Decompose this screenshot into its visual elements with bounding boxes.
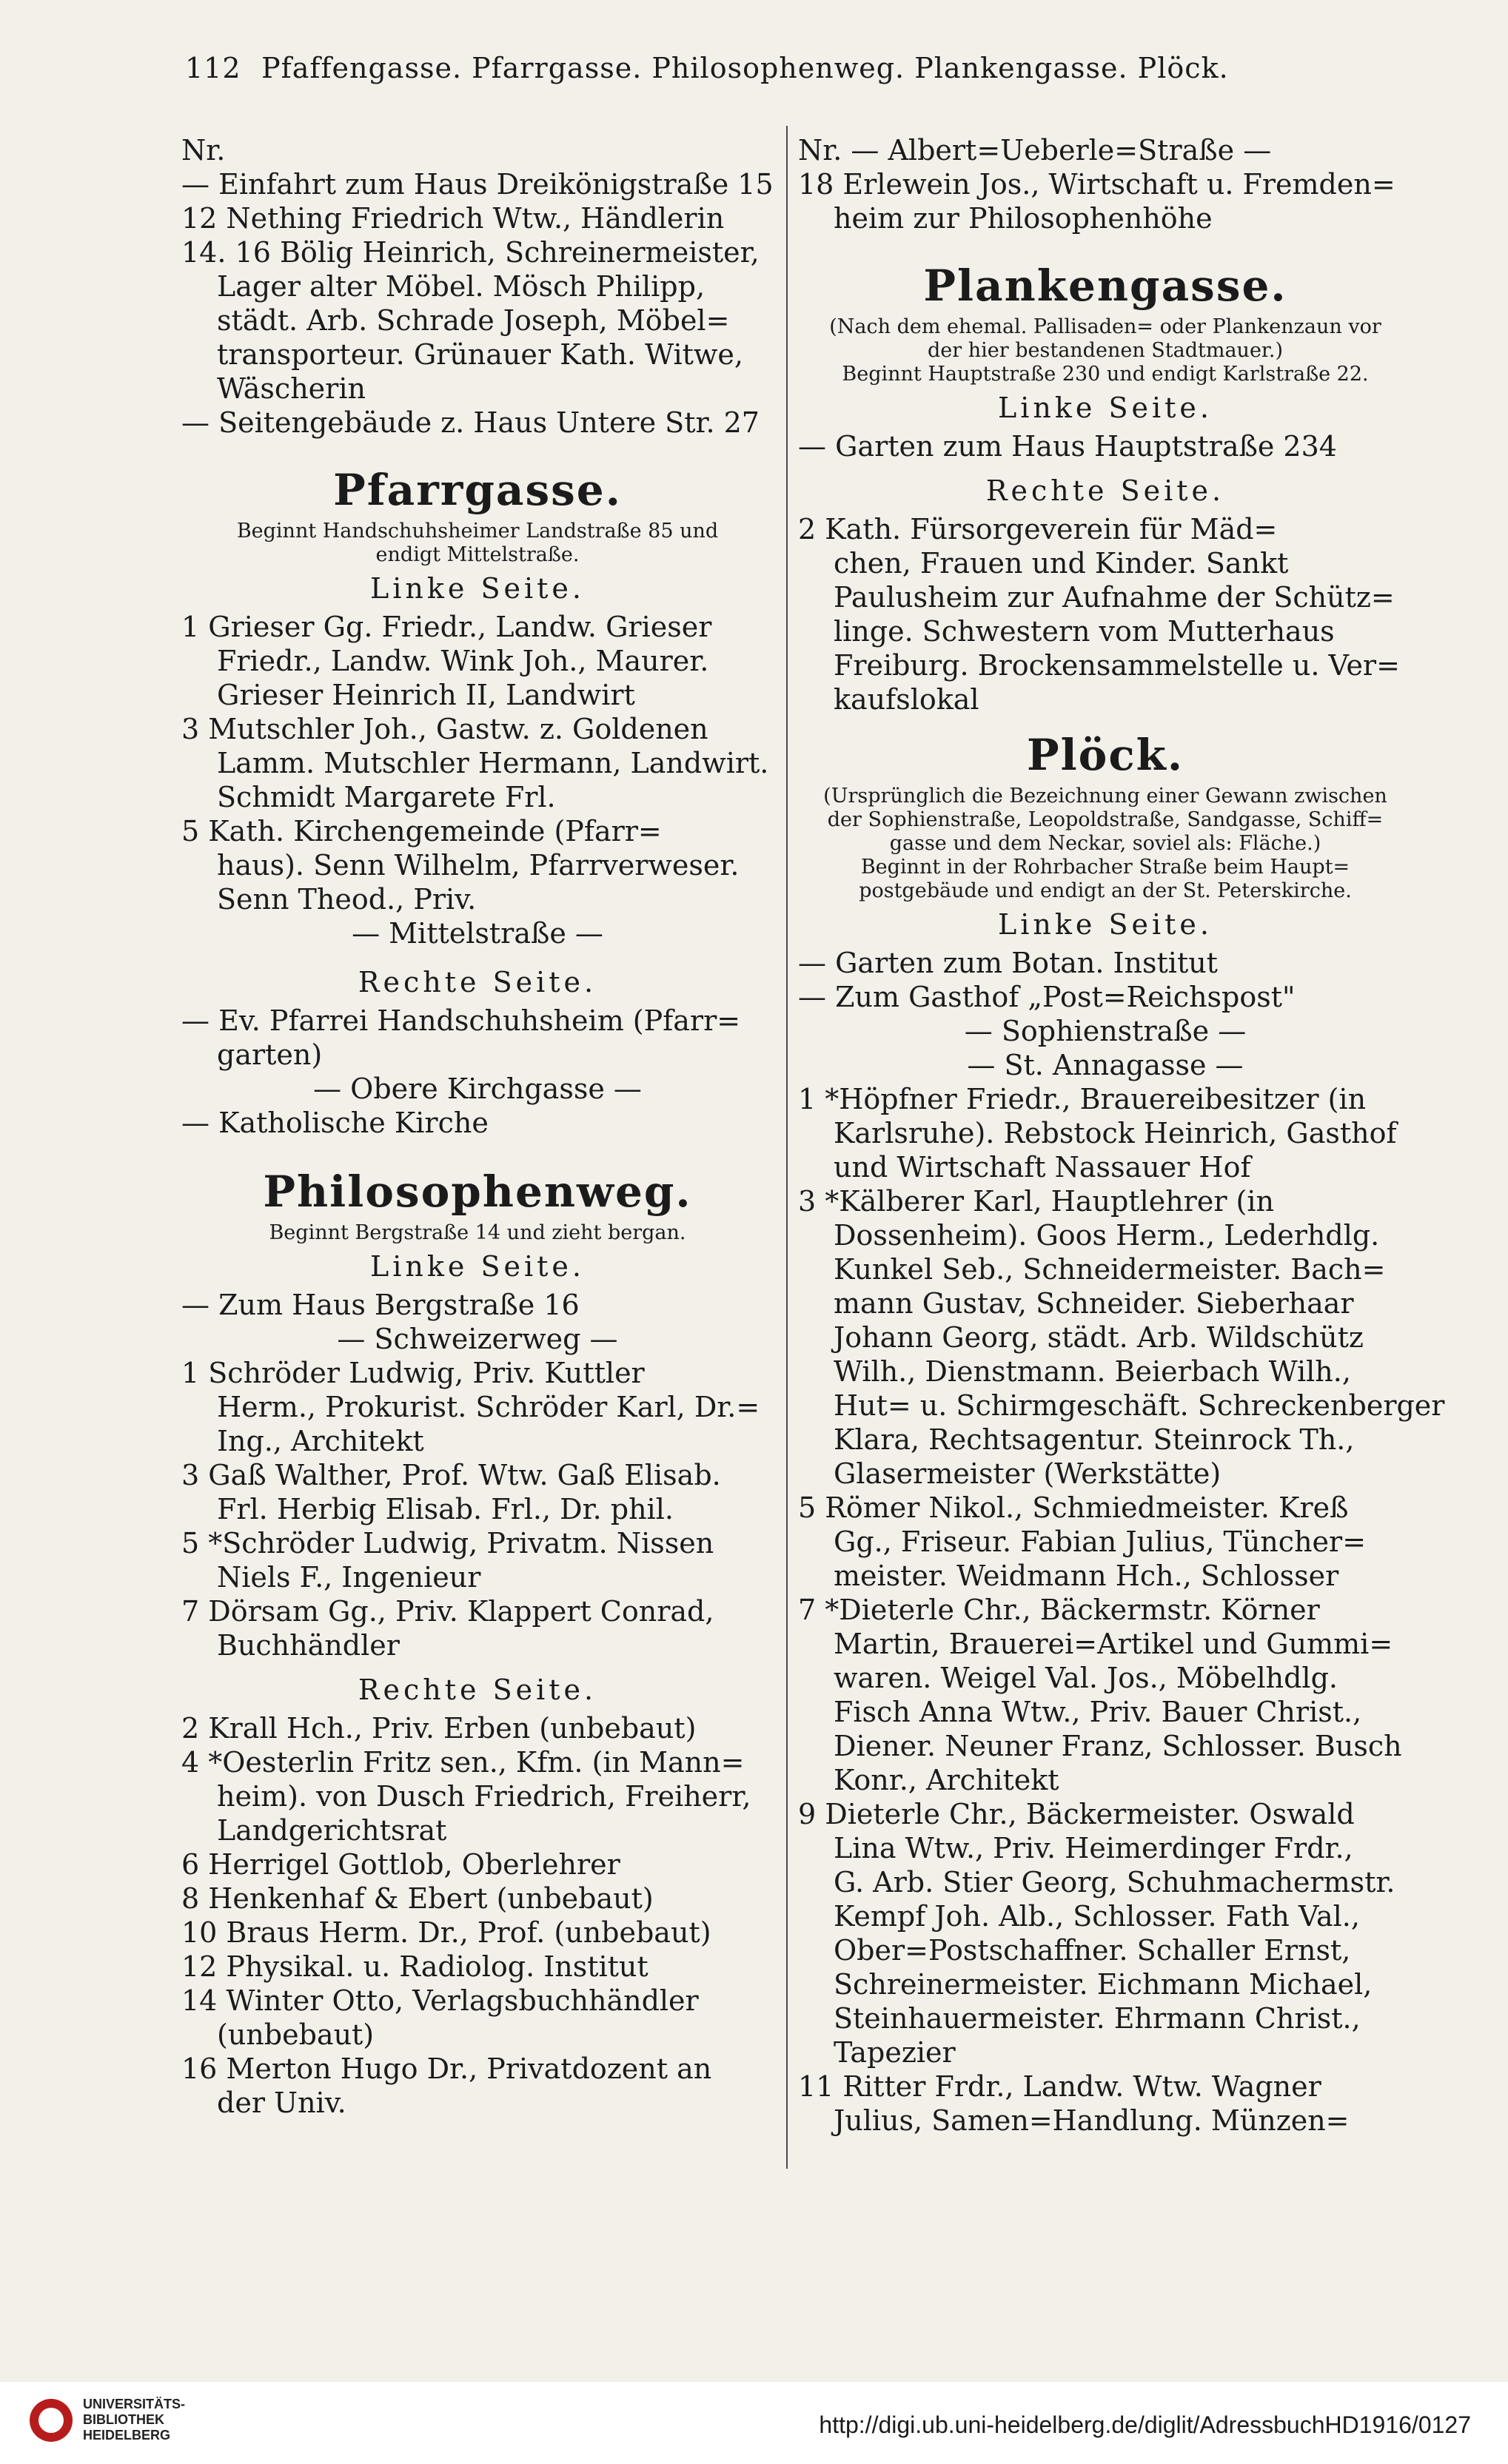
entry-line: — Zum Haus Bergstraße 16: [181, 1289, 580, 1321]
entry-line: Frl. Herbig Elisab. Frl., Dr. phil.: [217, 1493, 674, 1525]
entry-line: 5 Kath. Kirchengemeinde (Pfarr=: [181, 815, 662, 847]
entry-line: chen, Frauen und Kinder. Sankt: [834, 547, 1289, 580]
street-note: (Nach dem ehemal. Pallisaden= oder Plankenzaun vor: [829, 315, 1381, 338]
entry-line: linge. Schwestern vom Mutterhaus: [834, 615, 1335, 648]
entry-line: 1 Schröder Ludwig, Priv. Kuttler: [181, 1357, 645, 1389]
entry-line: Buchhändler: [217, 1629, 400, 1662]
entry-line: 12 Nething Friedrich Wtw., Händlerin: [181, 202, 725, 235]
entry-line: 10 Braus Herm. Dr., Prof. (unbebaut): [181, 1916, 711, 1949]
entry-line: Niels F., Ingenieur: [217, 1561, 481, 1594]
page-number: 112: [185, 52, 241, 84]
entry-line: Wäscherin: [217, 372, 366, 405]
entry-line: der Univ.: [217, 2087, 346, 2119]
street-note: Beginnt in der Rohrbacher Straße beim Haupt=: [860, 856, 1350, 879]
cross-street: — St. Annagasse —: [967, 1049, 1244, 1081]
entry-line: Martin, Brauerei=Artikel und Gummi=: [834, 1628, 1393, 1660]
entry-line: 18 Erlewein Jos., Wirtschaft u. Fremden=: [798, 168, 1395, 201]
entry-line: Steinhauermeister. Ehrmann Christ.,: [834, 2002, 1361, 2035]
entry-line: Ober=Postschaffner. Schaller Ernst,: [834, 1934, 1351, 1967]
entry-line: Paulusheim zur Aufnahme der Schütz=: [834, 581, 1395, 614]
cross-street: — Sophienstraße —: [964, 1015, 1247, 1047]
entry-line: — Ev. Pfarrei Handschuhsheim (Pfarr=: [181, 1004, 741, 1037]
entry-line: Kempf Joh. Alb., Schlosser. Fath Val.,: [834, 1900, 1360, 1933]
entry-line: Dossenheim). Goos Herm., Lederhdlg.: [834, 1219, 1380, 1252]
entry-line: 8 Henkenhaf & Ebert (unbebaut): [181, 1882, 654, 1915]
entry-line: (unbebaut): [217, 2018, 375, 2051]
street-note: Beginnt Bergstraße 14 und zieht bergan.: [269, 1221, 686, 1244]
street-note: endigt Mittelstraße.: [375, 543, 580, 566]
entry-line: transporteur. Grünauer Kath. Witwe,: [217, 338, 743, 371]
entry-line: meister. Weidmann Hch., Schlosser: [834, 1560, 1339, 1592]
entry-line: Ing., Architekt: [217, 1425, 424, 1457]
street-note: der Sophienstraße, Leopoldstraße, Sandgasse, Schiff=: [827, 808, 1384, 831]
entry-line: — Zum Gasthof „Post=Reichspost": [798, 981, 1296, 1013]
side-heading: Rechte Seite.: [985, 474, 1225, 507]
entry-line: garten): [217, 1038, 323, 1071]
entry-line: — Seitengebäude z. Haus Untere Str. 27: [181, 406, 760, 439]
entry-line: 5 Römer Nikol., Schmiedmeister. Kreß: [798, 1491, 1349, 1524]
entry-line: 1 Grieser Gg. Friedr., Landw. Grieser: [181, 611, 712, 643]
library-logo[interactable]: [30, 2397, 185, 2443]
entry-line: mann Gustav, Schneider. Sieberhaar: [834, 1287, 1354, 1320]
entry-line: 7 Dörsam Gg., Priv. Klappert Conrad,: [181, 1595, 714, 1628]
entry-line: 1 *Höpfner Friedr., Brauereibesitzer (in: [798, 1083, 1367, 1115]
entry-line: Klara, Rechtsagentur. Steinrock Th.,: [834, 1423, 1355, 1456]
entry-line: Gg., Friseur. Fabian Julius, Tüncher=: [834, 1525, 1367, 1558]
entry-line: Freiburg. Brockensammelstelle u. Ver=: [834, 649, 1400, 682]
entry-line: 4 *Oesterlin Fritz sen., Kfm. (in Mann=: [181, 1746, 745, 1779]
cross-street: — Mittelstraße —: [352, 917, 603, 950]
entry-line: Tapezier: [834, 2036, 956, 2069]
entry-line: 3 *Kälberer Karl, Hauptlehrer (in: [798, 1185, 1275, 1218]
entry-line: Glasermeister (Werkstätte): [834, 1457, 1222, 1490]
side-heading: Linke Seite.: [998, 392, 1213, 424]
entry-line: heim). von Dusch Friedrich, Freiherr,: [217, 1780, 751, 1813]
entry-line: städt. Arb. Schrade Joseph, Möbel=: [217, 304, 730, 337]
entry-line: 2 Krall Hch., Priv. Erben (unbebaut): [181, 1712, 697, 1745]
street-note: Beginnt Handschuhsheimer Landstraße 85 und: [236, 520, 719, 543]
entry-line: kaufslokal: [834, 683, 979, 716]
entry-line: waren. Weigel Val. Jos., Möbelhdlg.: [834, 1662, 1338, 1694]
street-heading-plankengasse: Plankengasse.: [923, 261, 1287, 311]
logo-line: BIBLIOTHEK: [83, 2412, 164, 2427]
street-heading-ploeck: Plöck.: [1026, 730, 1184, 780]
entry-line: und Wirtschaft Nassauer Hof: [834, 1151, 1251, 1184]
entry-line: — Einfahrt zum Haus Dreikönigstraße 15: [181, 168, 774, 201]
entry-line: Hut= u. Schirmgeschäft. Schreckenberger: [834, 1389, 1445, 1422]
source-url-link[interactable]: http://digi.ub.uni-heidelberg.de/diglit/AdressbuchHD1916/0127: [819, 2411, 1471, 2438]
street-heading-pfarrgasse: Pfarrgasse.: [333, 465, 622, 515]
seal-icon: [30, 2399, 73, 2442]
entry-line: Diener. Neuner Franz, Schlosser. Busch: [834, 1730, 1402, 1762]
entry-line: 11 Ritter Frdr., Landw. Wtw. Wagner: [798, 2070, 1321, 2103]
side-heading: Linke Seite.: [370, 572, 585, 605]
entry-line: 14. 16 Bölig Heinrich, Schreinermeister,: [181, 236, 760, 269]
cross-street: — Schweizerweg —: [337, 1323, 618, 1355]
street-note: Beginnt Hauptstraße 230 und endigt Karlstraße 22.: [842, 363, 1369, 386]
street-heading-philosophenweg: Philosophenweg.: [263, 1166, 692, 1217]
entry-line: 5 *Schröder Ludwig, Privatm. Nissen: [181, 1527, 714, 1560]
entry-line: Wilh., Dienstmann. Beierbach Wilh.,: [834, 1355, 1351, 1388]
entry-line: — Katholische Kirche: [181, 1107, 489, 1139]
entry-line: Senn Theod., Priv.: [217, 883, 477, 916]
entry-line: Schreinermeister. Eichmann Michael,: [834, 1968, 1373, 2001]
logo-line: UNIVERSITÄTS-: [83, 2397, 186, 2411]
entry-line: Konr., Architekt: [834, 1764, 1059, 1796]
nr-label: Nr.: [181, 134, 226, 167]
entry-line: haus). Senn Wilhelm, Pfarrverweser.: [217, 849, 740, 882]
street-note: (Ursprünglich die Bezeichnung einer Gewann zwischen: [823, 785, 1387, 808]
street-note: postgebäude und endigt an der St. Peterskirche.: [859, 879, 1352, 902]
entry-line: Lager alter Möbel. Mösch Philipp,: [217, 270, 706, 303]
entry-line: 3 Mutschler Joh., Gastw. z. Goldenen: [181, 713, 708, 745]
entry-line: Lamm. Mutschler Hermann, Landwirt.: [217, 747, 769, 779]
entry-line: Nr. — Albert=Ueberle=Straße —: [798, 134, 1272, 167]
entry-line: — Garten zum Haus Hauptstraße 234: [798, 430, 1337, 463]
entry-line: 9 Dieterle Chr., Bäckermeister. Oswald: [798, 1798, 1355, 1830]
logo-text: [83, 2397, 185, 2443]
left-column: [181, 133, 774, 2120]
entry-line: Johann Georg, städt. Arb. Wildschütz: [834, 1321, 1364, 1354]
side-heading: Rechte Seite.: [358, 1674, 597, 1706]
entry-line: Schmidt Margarete Frl.: [217, 781, 556, 813]
entry-line: Landgerichtsrat: [217, 1814, 447, 1847]
entry-line: Julius, Samen=Handlung. Münzen=: [834, 2104, 1350, 2137]
entry-line: 7 *Dieterle Chr., Bäckermstr. Körner: [798, 1594, 1320, 1626]
logo-line: HEIDELBERG: [83, 2428, 171, 2443]
street-note: gasse und dem Neckar, soviel als: Fläche.): [889, 832, 1321, 855]
entry-line: Lina Wtw., Priv. Heimerdinger Frdr.,: [834, 1832, 1353, 1864]
entry-line: 3 Gaß Walther, Prof. Wtw. Gaß Elisab.: [181, 1459, 721, 1491]
entry-line: Herm., Prokurist. Schröder Karl, Dr.=: [217, 1391, 760, 1423]
entry-line: Grieser Heinrich II, Landwirt: [217, 679, 635, 711]
entry-line: 2 Kath. Fürsorgeverein für Mäd=: [798, 513, 1278, 545]
entry-line: Kunkel Seb., Schneidermeister. Bach=: [834, 1253, 1386, 1286]
entry-line: G. Arb. Stier Georg, Schuhmachermstr.: [834, 1866, 1395, 1899]
entry-line: 14 Winter Otto, Verlagsbuchhändler: [181, 1984, 699, 2017]
side-heading: Linke Seite.: [370, 1250, 585, 1283]
right-column: [798, 133, 1445, 2138]
entry-line: Fisch Anna Wtw., Priv. Bauer Christ.,: [834, 1696, 1362, 1728]
entry-line: Karlsruhe). Rebstock Heinrich, Gasthof: [834, 1117, 1397, 1149]
entry-line: 16 Merton Hugo Dr., Privatdozent an: [181, 2052, 712, 2085]
side-heading: Linke Seite.: [998, 908, 1213, 941]
page-title: Pfaffengasse. Pfarrgasse. Philosophenweg. Plankengasse. Plöck.: [261, 52, 1229, 84]
side-heading: Rechte Seite.: [358, 966, 597, 998]
entry-line: — Garten zum Botan. Institut: [798, 947, 1218, 979]
cross-street: — Obere Kirchgasse —: [313, 1072, 642, 1105]
entry-line: 6 Herrigel Gottlob, Oberlehrer: [181, 1848, 620, 1881]
entry-line: heim zur Philosophenhöhe: [834, 202, 1213, 235]
street-note: der hier bestandenen Stadtmauer.): [927, 339, 1283, 362]
page-header: [185, 52, 1340, 84]
entry-line: 12 Physikal. u. Radiolog. Institut: [181, 1950, 649, 1983]
column-divider: [786, 126, 788, 2169]
entry-line: Friedr., Landw. Wink Joh., Maurer.: [217, 645, 709, 677]
